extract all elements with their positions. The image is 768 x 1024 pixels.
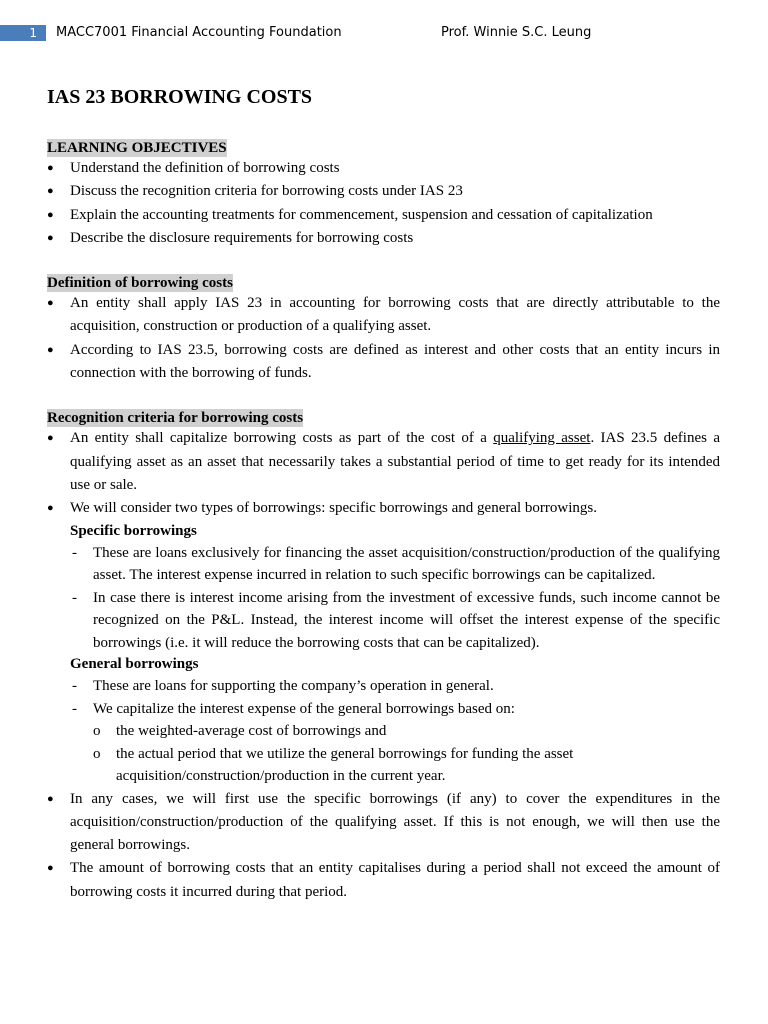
list-item bbox=[47, 204, 720, 227]
list-item-text: In case there is interest income arising from the investment of excessive funds, such income cannot be recognized on the P&L. Instead, the interest income will offset the interest expense of the specific borrowings (i.e. it will reduce the borrowing costs that can be capitalized). bbox=[93, 589, 720, 651]
professor-name: Prof. Winnie S.C. Leung bbox=[441, 25, 592, 40]
list-item bbox=[47, 427, 720, 497]
list-item-text: Understand the definition of borrowing costs bbox=[70, 160, 340, 176]
recognition-list bbox=[47, 427, 720, 520]
dash-icon: - bbox=[72, 589, 77, 606]
page-header bbox=[0, 24, 768, 44]
list-item bbox=[93, 743, 720, 788]
learning-objectives-heading: LEARNING OBJECTIVES bbox=[47, 140, 227, 156]
recognition-heading: Recognition criteria for borrowing costs bbox=[47, 410, 304, 427]
learning-objectives-list bbox=[47, 157, 720, 250]
list-item bbox=[93, 720, 720, 743]
definition-list bbox=[47, 292, 720, 385]
list-item-text: The amount of borrowing costs that an entity capitalises during a period shall not exceed the amount of borrowing costs it incurred during that period. bbox=[70, 860, 720, 900]
list-item bbox=[47, 497, 720, 520]
general-borrowings-heading: General borrowings bbox=[70, 656, 199, 673]
list-item-text: Describe the disclosure requirements for borrowing costs bbox=[70, 229, 414, 246]
bullet-icon: ● bbox=[47, 162, 54, 174]
list-item bbox=[70, 542, 720, 587]
dash-icon: - bbox=[72, 700, 77, 717]
list-item-text-end: . IAS 23.5 defines a qualifying asset as an asset that necessarily takes a substantial period of time to get ready for its intended use or sale. bbox=[70, 430, 720, 493]
circle-bullet-icon: o bbox=[93, 723, 101, 740]
document-title: IAS 23 BORROWING COSTS bbox=[47, 86, 313, 108]
specific-borrowings-heading: Specific borrowings bbox=[70, 522, 197, 539]
general-borrowings-list bbox=[47, 675, 720, 720]
specific-borrowings-list bbox=[47, 542, 720, 655]
list-item-text: According to IAS 23.5, borrowing costs are defined as interest and other costs that an entity incurs in connection with the borrowing of funds. bbox=[70, 341, 720, 382]
bullet-icon: ● bbox=[47, 208, 54, 221]
list-item bbox=[70, 675, 720, 698]
bullet-icon: ● bbox=[47, 343, 54, 356]
list-item bbox=[70, 587, 720, 655]
list-item-text: An entity shall apply IAS 23 in accounting for borrowing costs that are directly attributable to the acquisition, construction or production of a qualifying asset. bbox=[70, 295, 720, 335]
list-item bbox=[47, 857, 720, 904]
learning-objectives-section bbox=[47, 139, 720, 250]
recognition-list-continued bbox=[47, 788, 720, 904]
list-item-text: These are loans for supporting the company’s operation in general. bbox=[93, 678, 494, 695]
page-number: 1 bbox=[0, 25, 46, 41]
circle-bullet-icon: o bbox=[93, 745, 101, 762]
list-item-text: In any cases, we will first use the specific borrowings (if any) to cover the expenditures in the acquisition/construction/production of the qualifying asset. If this is not enough, we will then use the general borrowings. bbox=[70, 790, 720, 854]
list-item-text-start: An entity shall capitalize borrowing costs as part of the cost of a bbox=[70, 430, 494, 447]
definition-section bbox=[47, 274, 720, 385]
qualifying-asset-term: qualifying asset bbox=[493, 430, 591, 447]
list-item-text: These are loans exclusively for financing the asset acquisition/construction/production of the qualifying asset. The interest expense incurred in relation to such specific borrowings can be capitalized. bbox=[93, 544, 720, 584]
bullet-icon: ● bbox=[47, 231, 54, 244]
bullet-icon: ● bbox=[47, 297, 54, 310]
list-item-text: We will consider two types of borrowings: specific borrowings and general borrowings. bbox=[70, 500, 598, 517]
bullet-icon: ● bbox=[47, 792, 54, 805]
list-item-text: We capitalize the interest expense of the general borrowings based on: bbox=[93, 700, 515, 717]
list-item-text: Explain the accounting treatments for commencement, suspension and cessation of capitalization bbox=[70, 206, 653, 223]
list-item-text: the weighted-average cost of borrowings and bbox=[116, 723, 387, 740]
bullet-icon: ● bbox=[47, 185, 54, 198]
document-body bbox=[47, 83, 720, 904]
list-item bbox=[47, 157, 720, 180]
bullet-icon: ● bbox=[47, 502, 54, 515]
list-item bbox=[47, 180, 720, 203]
recognition-section bbox=[47, 409, 720, 904]
list-item-text: Discuss the recognition criteria for borrowing costs under IAS 23 bbox=[70, 183, 463, 200]
dash-icon: - bbox=[72, 678, 77, 695]
list-item bbox=[70, 698, 720, 721]
list-item bbox=[47, 339, 720, 386]
course-title: MACC7001 Financial Accounting Foundation bbox=[56, 25, 342, 40]
general-borrowings-sublist bbox=[47, 720, 720, 788]
bullet-icon: ● bbox=[47, 862, 54, 875]
list-item bbox=[47, 788, 720, 858]
bullet-icon: ● bbox=[47, 432, 54, 445]
dash-icon: - bbox=[72, 544, 77, 561]
definition-heading: Definition of borrowing costs bbox=[47, 275, 233, 292]
list-item bbox=[47, 292, 720, 339]
list-item-text: the actual period that we utilize the general borrowings for funding the asset acquisition/construction/production in the current year. bbox=[116, 745, 574, 785]
list-item bbox=[47, 227, 720, 250]
